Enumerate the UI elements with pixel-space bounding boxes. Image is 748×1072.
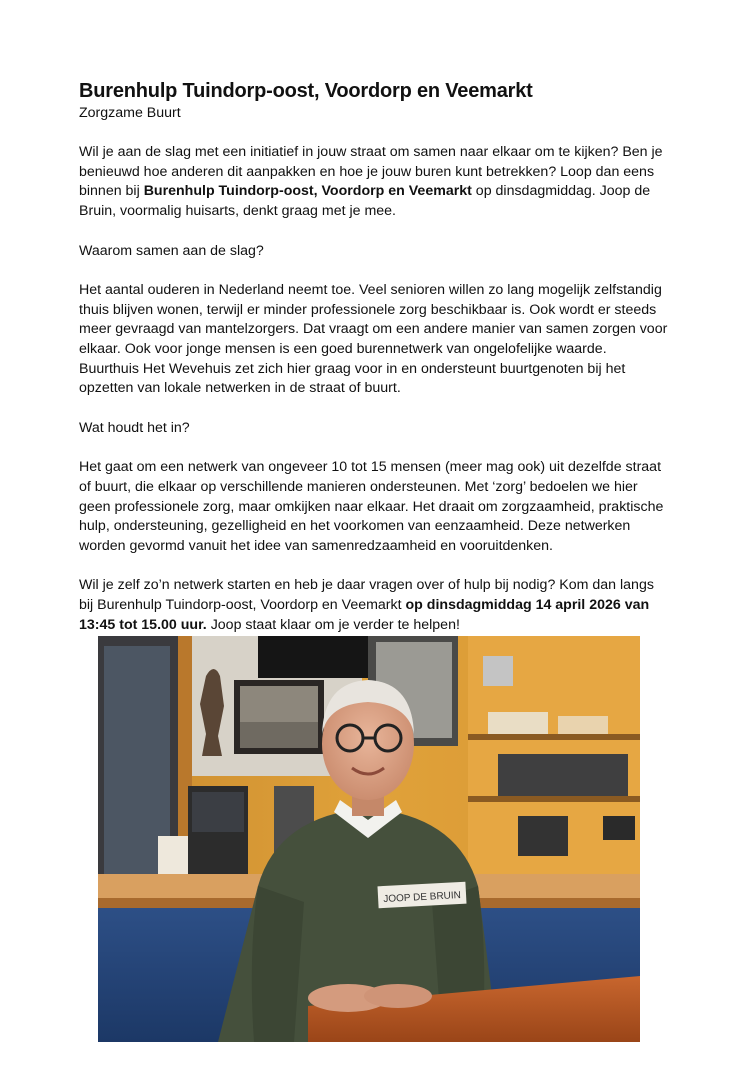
closing-paragraph: Wil je zelf zo’n netwerk starten en heb je daar vragen over of hulp bij nodig? Kom dan langs bij Burenhulp Tuindorp-oost, Voordorp en Veemarkt op dinsdagmiddag 14 april 2026 van 13:45 tot 15.00 uur. Joop staat klaar om je verder te helpen! [79,577,654,633]
section-why-paragraph: Het aantal ouderen in Nederland neemt toe. Veel senioren willen zo lang mogelijk zelfstandig thuis blijven wonen, terwijl er minder professionele zorg beschikbaar is. Ook wordt er steeds meer gevraagd van mantelzorgers. Dat vraagt om een andere manier van samen zorgen voor elkaar. Ook voor jonge mensen is een goed burennetwerk van ongelofelijke waarde. Buurthuis Het Wevehuis zet zich hier graag voor in en ondersteunt buurtgenoten bij het opzetten van lokale netwerken in de straat of buurt. [79,281,668,397]
name-tag-text: JOOP DE BRUIN [383,889,462,906]
document-page [79,78,669,636]
intro-paragraph: Wil je aan de slag met een initiatief in jouw straat om samen naar elkaar om te kijken? Ben je benieuwd hoe anderen dit aanpakken en hoe je jouw buren kunt betrekken? Loop dan eens binnen bij Burenhulp Tuindorp-oost, Voordorp en Veemarkt op dinsdagmiddag. Joop de Bruin, voormalig huisarts, denkt graag met je mee. [79,144,663,220]
portrait-photo [98,636,640,1042]
page-subtitle: Zorgzame Buurt [79,105,181,121]
section-what-paragraph: Het gaat om een netwerk van ongeveer 10 tot 15 mensen (meer mag ook) uit dezelfde straat of buurt, die elkaar op verschillende manieren ondersteunen. Met ‘zorg’ bedoelen we hier geen professionele zorg, maar omkijken naar elkaar. Het draait om zorgzaamheid, praktische hulp, ondersteuning, gezelligheid en het voorkomen van eenzaamheid. Deze netwerken worden gevormd vanuit het idee van samenredzaamheid en vooruitdenken. [79,459,664,554]
section-heading-why: Waarom samen aan de slag? [79,242,264,259]
section-heading-what: Wat houdt het in? [79,419,190,436]
page-title: Burenhulp Tuindorp-oost, Voordorp en Veemarkt [79,80,533,102]
